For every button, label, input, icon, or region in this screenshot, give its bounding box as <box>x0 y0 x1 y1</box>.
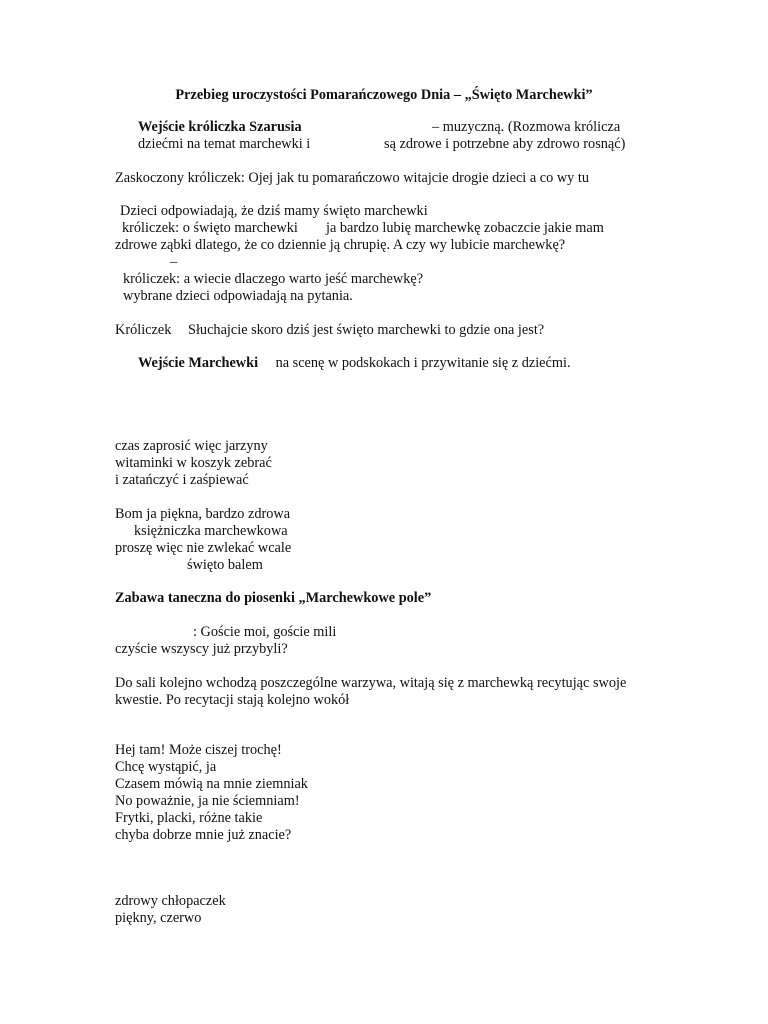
potato-poem-line: Czasem mówią na mnie ziemniak <box>115 776 308 792</box>
guests-line: : Goście moi, goście mili <box>193 624 337 640</box>
poem-line: proszę więc nie zwlekać wcale <box>115 540 292 556</box>
dialogue-line: wybrane dzieci odpowiadają na pytania. <box>123 288 353 304</box>
dialogue-line: króliczek: o święto marchewki <box>122 220 298 236</box>
poem-line: Bom ja piękna, bardzo zdrowa <box>115 506 291 522</box>
vegetables-paragraph-line: kwestie. Po recytacji stają kolejno wokół <box>115 692 350 708</box>
vegetables-paragraph-line: Do sali kolejno wchodzą poszczególne warzywa, witają się z marchewką recytując swoje <box>115 675 627 691</box>
rabbit-entrance-line2b: są zdrowe i potrzebne aby zdrowo rosnąć) <box>384 136 626 152</box>
guests-line: czyście wszyscy już przybyli? <box>115 641 288 657</box>
dialogue-line: ja bardzo lubię marchewkę zobaczcie jakie mam <box>326 220 604 236</box>
dialogue-line: króliczek: a wiecie dlaczego warto jeść marchewkę? <box>123 271 424 287</box>
potato-poem-line: Chcę wystąpić, ja <box>115 759 217 775</box>
potato-poem-line: Hej tam! Może ciszej trochę! <box>115 742 282 758</box>
carrot-entrance-heading: Wejście Marchewki <box>138 355 259 371</box>
rabbit-entrance-text: – muzyczną. (Rozmowa królicza <box>432 119 621 135</box>
dialogue-line: Dzieci odpowiadają, że dziś mamy święto marchewki <box>120 203 428 219</box>
document-title: Przebieg uroczystości Pomarańczowego Dnia – „Święto Marchewki” <box>175 87 593 103</box>
poem-line: święto balem <box>187 557 263 573</box>
potato-poem-line: chyba dobrze mnie już znacie? <box>115 827 292 843</box>
closing-line: zdrowy chłopaczek <box>115 893 226 909</box>
dance-heading: Zabawa taneczna do piosenki „Marchewkowe pole” <box>115 590 432 606</box>
poem-line: księżniczka marchewkowa <box>134 523 288 539</box>
carrot-entrance-text: na scenę w podskokach i przywitanie się z dziećmi. <box>272 355 571 371</box>
poem-line: czas zaprosić więc jarzyny <box>115 438 268 454</box>
potato-poem-line: No poważnie, ja nie ściemniam! <box>115 793 300 809</box>
poem-line: witaminki w koszyk zebrać <box>115 455 272 471</box>
dialogue-line: Zaskoczony króliczek: Ojej jak tu pomarańczowo witajcie drogie dzieci a co wy tu <box>115 170 589 186</box>
potato-poem-line: Frytki, placki, różne takie <box>115 810 263 826</box>
rabbit-entrance-line2a: dziećmi na temat marchewki i <box>138 136 311 152</box>
dialogue-speaker: Króliczek <box>115 322 172 338</box>
dash-mark: – <box>170 254 178 270</box>
closing-line: piękny, czerwo <box>115 910 202 926</box>
rabbit-entrance-heading: Wejście króliczka Szarusia <box>138 119 302 135</box>
dialogue-line: zdrowe ząbki dlatego, że co dziennie ją chrupię. A czy wy lubicie marchewkę? <box>115 237 566 253</box>
poem-line: i zatańczyć i zaśpiewać <box>115 472 249 488</box>
dialogue-line: Słuchajcie skoro dziś jest święto marchewki to gdzie ona jest? <box>188 322 545 338</box>
